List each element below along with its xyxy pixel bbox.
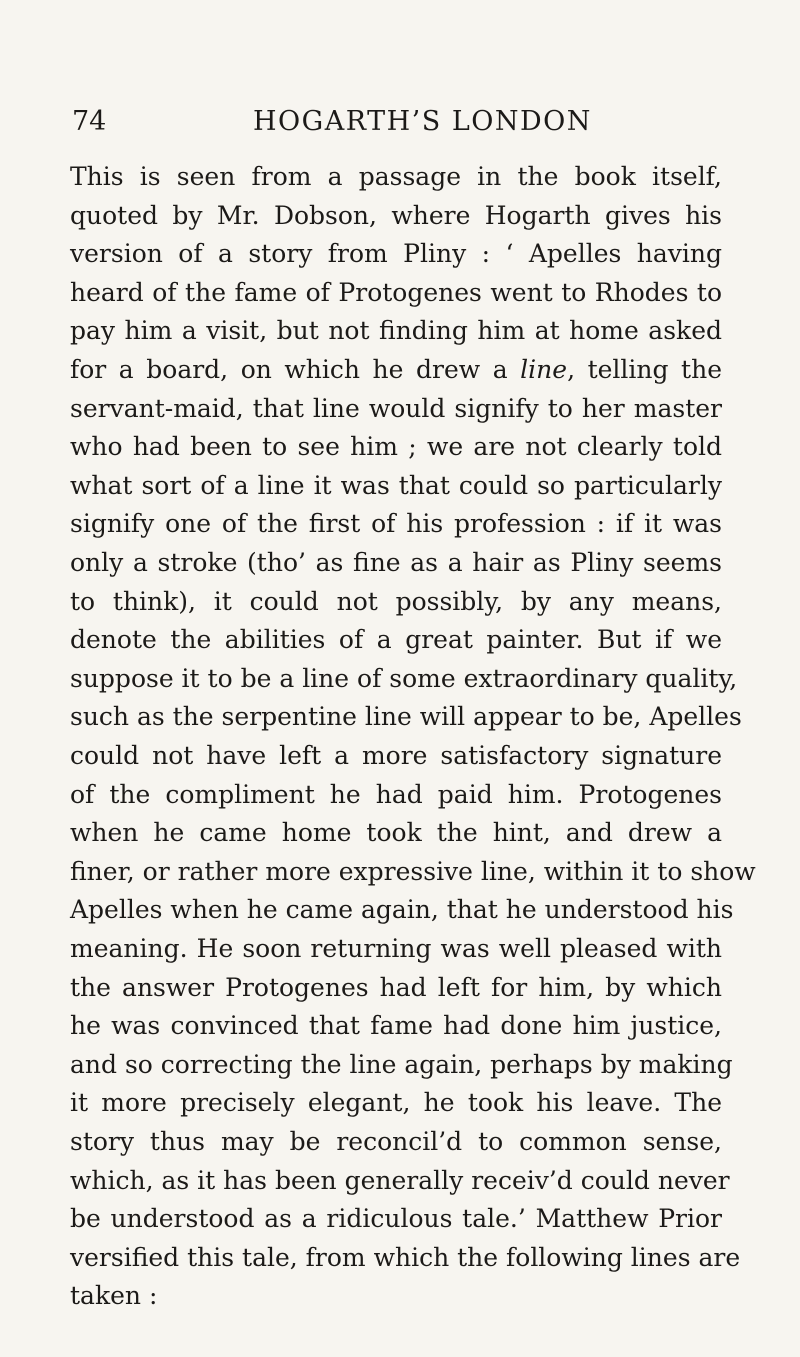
text-line: suppose it to be a line of some extraordinary quality,: [70, 663, 738, 693]
text-line: who had been to see him ; we are not clearly told: [70, 432, 722, 462]
text-line: Apelles when he came again, that he understood his: [70, 895, 734, 925]
text-line: be understood as a ridiculous tale.’ Matthew Prior: [70, 1204, 722, 1234]
text-line: signify one of the first of his profession : if it was: [70, 509, 722, 539]
text-line: finer, or rather more expressive line, within it to show: [70, 856, 756, 886]
text-line: version of a story from Pliny : ‘ Apelles having: [70, 239, 722, 269]
text-line: versified this tale, from which the following lines are: [70, 1242, 741, 1272]
text-line: what sort of a line it was that could so particularly: [70, 470, 722, 500]
text-line: of the compliment he had paid him. Protogenes: [70, 779, 722, 809]
text-line: which, as it has been generally receiv’d could never: [70, 1165, 730, 1195]
text-line: to think), it could not possibly, by any means,: [70, 586, 722, 616]
text-line: for a board, on which he drew a line, telling the: [70, 355, 722, 384]
text-line: pay him a visit, but not finding him at home asked: [70, 316, 722, 346]
text-line: he was convinced that fame had done him justice,: [70, 1011, 722, 1041]
text-line: it more precisely elegant, he took his leave. The: [70, 1088, 722, 1118]
text-line: the answer Protogenes had left for him, by which: [70, 972, 722, 1002]
italic-word: line: [520, 355, 568, 384]
text-line: and so correcting the line again, perhaps by making: [70, 1049, 733, 1079]
text-line: servant-maid, that line would signify to her master: [70, 393, 722, 423]
running-title: HOGARTH’S LONDON: [253, 106, 592, 137]
text-line: only a stroke (tho’ as fine as a hair as Pliny seems: [70, 548, 722, 577]
text-line: denote the abilities of a great painter. But if we: [70, 625, 722, 655]
text-line: This is seen from a passage in the book itself,: [70, 162, 722, 191]
text-line: taken :: [70, 1281, 158, 1311]
page-number: 74: [72, 106, 107, 137]
page-header: [0, 92, 800, 142]
text-line: meaning. He soon returning was well pleased with: [70, 934, 722, 963]
text-line: quoted by Mr. Dobson, where Hogarth gives his: [70, 200, 722, 230]
text-line: story thus may be reconcil’d to common sense,: [70, 1127, 722, 1156]
text-line: when he came home took the hint, and drew a: [70, 818, 722, 848]
text-line: heard of the fame of Protogenes went to Rhodes to: [70, 277, 722, 307]
text-line: such as the serpentine line will appear to be, Apelles: [70, 702, 742, 732]
text-line: could not have left a more satisfactory signature: [70, 741, 722, 770]
